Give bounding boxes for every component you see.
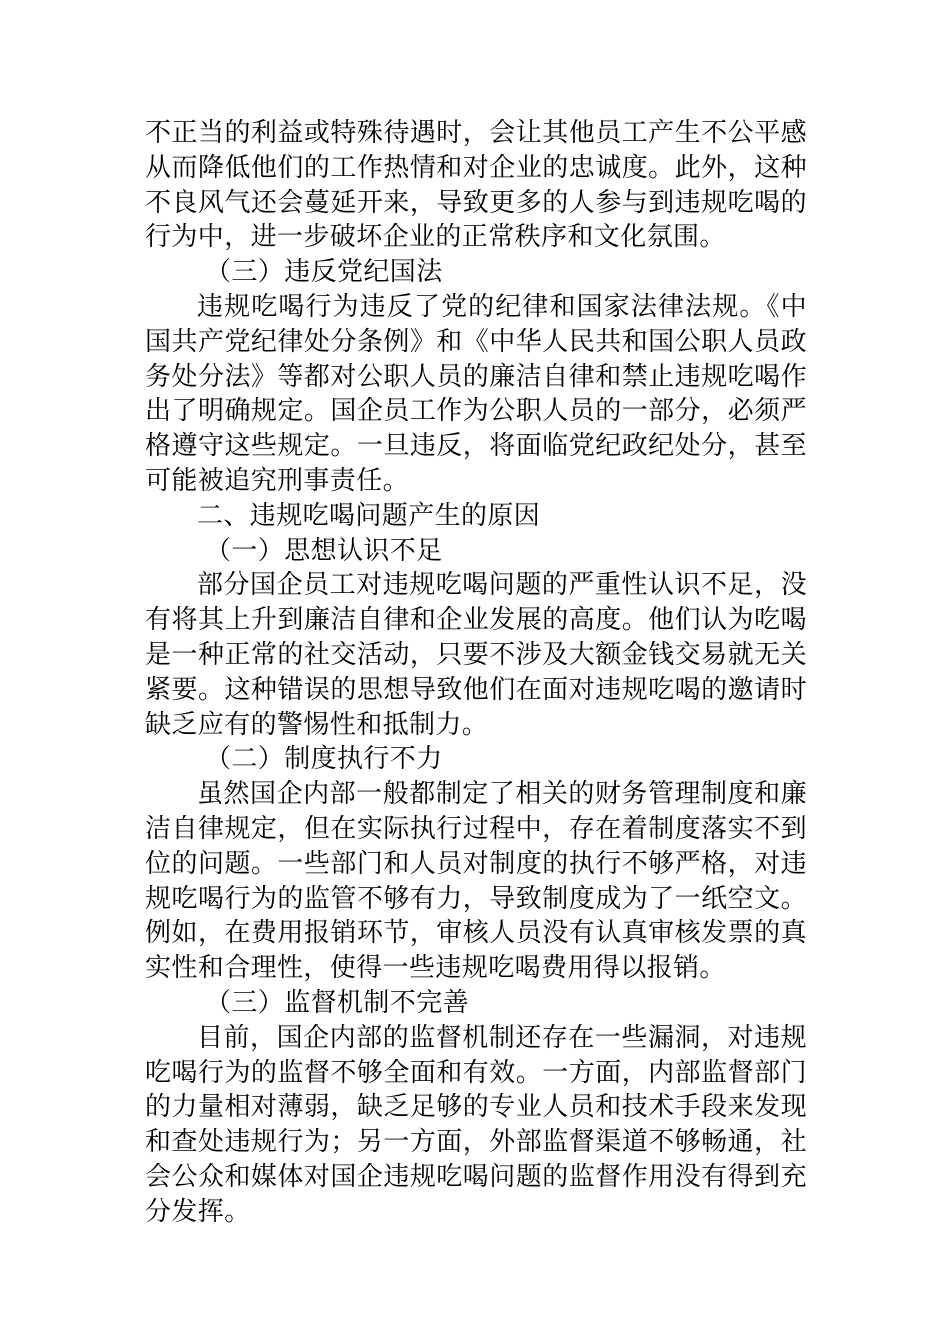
- subheading-supervision-mechanism: （三）监督机制不完善: [205, 987, 470, 1018]
- paragraph-awareness: 部分国企员工对违规吃喝问题的严重性认识不足，没有将其上升到廉洁自律和企业发展的高度。他们认为吃喝是一种正常的社交活动，只要不涉及大额金钱交易就无关紧要。这种错误的思想导致他们在面对违规吃喝的邀请时缺乏应有的警惕性和抵制力。: [145, 570, 807, 740]
- section-heading-causes: 二、违规吃喝问题产生的原因: [197, 500, 541, 531]
- subheading-insufficient-awareness: （一）思想认识不足: [205, 535, 443, 566]
- subheading-weak-enforcement: （二）制度执行不力: [205, 744, 443, 775]
- subheading-violate-party-discipline: （三）违反党纪国法: [205, 257, 443, 288]
- paragraph-continuation: 不正当的利益或特殊待遇时，会让其他员工产生不公平感从而降低他们的工作热情和对企业的忠诚度。此外，这种不良风气还会蔓延开来，导致更多的人参与到违规吃喝的行为中，进一步破坏企业的正常秩序和文化氛围。: [145, 118, 807, 253]
- paragraph-supervision: 目前，国企内部的监督机制还存在一些漏洞，对违规吃喝行为的监督不够全面和有效。一方面，内部监督部门的力量相对薄弱，缺乏足够的专业人员和技术手段来发现和查处违规行为；另一方面，外部监督渠道不够畅通，社会公众和媒体对国企违规吃喝问题的监督作用没有得到充分发挥。: [145, 1022, 807, 1227]
- paragraph-enforcement: 虽然国企内部一般都制定了相关的财务管理制度和廉洁自律规定，但在实际执行过程中，存在着制度落实不到位的问题。一些部门和人员对制度的执行不够严格，对违规吃喝行为的监管不够有力，导致制度成为了一纸空文。例如，在费用报销环节，审核人员没有认真审核发票的真实性和合理性，使得一些违规吃喝费用得以报销。: [145, 779, 807, 984]
- paragraph-party-discipline: 违规吃喝行为违反了党的纪律和国家法律法规。《中国共产党纪律处分条例》和《中华人民共和国公职人员政务处分法》等都对公职人员的廉洁自律和禁止违规吃喝作出了明确规定。国企员工作为公职人员的一部分，必须严格遵守这些规定。一旦违反，将面临党纪政纪处分，甚至可能被追究刑事责任。: [145, 291, 807, 496]
- document-body: [145, 116, 807, 1230]
